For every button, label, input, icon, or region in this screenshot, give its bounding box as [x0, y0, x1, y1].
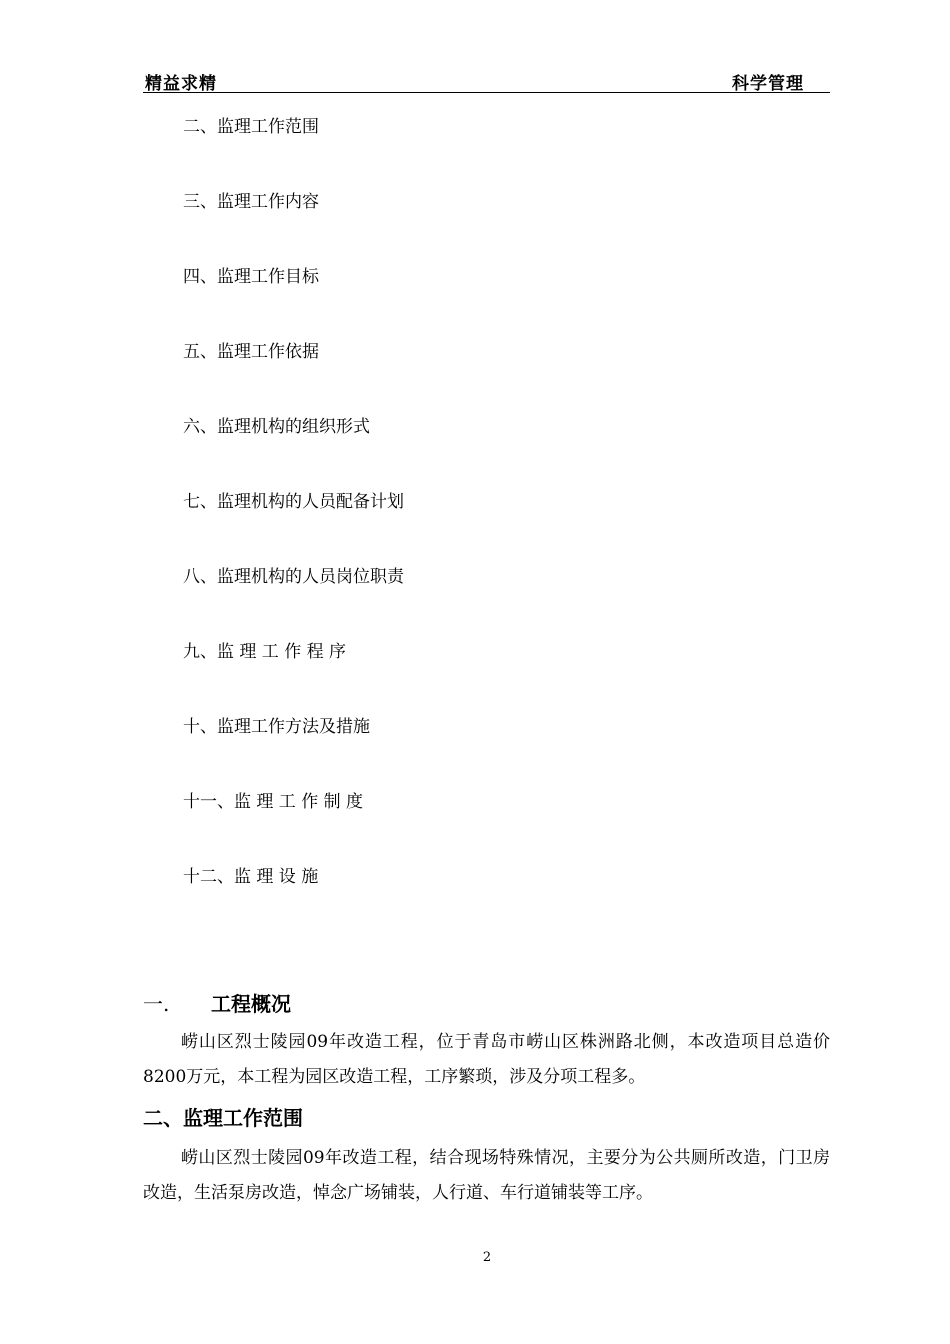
section-2-body: 崂山区烈士陵园09年改造工程，结合现场特殊情况，主要分为公共厕所改造，门卫房改造，生活泵房改造，悼念广场铺装，人行道、车行道铺装等工序。	[143, 1148, 830, 1203]
toc-item: 九、监 理 工 作 程 序	[183, 642, 347, 662]
toc-item: 四、监理工作目标	[183, 267, 319, 287]
table-of-contents	[183, 115, 404, 940]
section-1-number: 一.	[143, 992, 170, 1016]
toc-item: 五、监理工作依据	[183, 342, 319, 362]
toc-item: 十、监理工作方法及措施	[183, 717, 370, 737]
toc-item: 七、监理机构的人员配备计划	[183, 492, 404, 512]
toc-item: 八、监理机构的人员岗位职责	[183, 567, 404, 587]
page-header	[143, 68, 830, 93]
toc-item: 六、监理机构的组织形式	[183, 417, 370, 437]
toc-item: 十一、监 理 工 作 制 度	[183, 792, 364, 812]
section-1-body: 崂山区烈士陵园09年改造工程，位于青岛市崂山区株洲路北侧，本改造项目总造价8200万元，本工程为园区改造工程，工序繁琐，涉及分项工程多。	[143, 1032, 830, 1087]
header-right-text: 科学管理	[732, 74, 804, 94]
header-left-text: 精益求精	[145, 74, 217, 94]
section-1-heading	[143, 988, 291, 1017]
toc-item: 二、监理工作范围	[183, 117, 319, 137]
section-2-heading: 二、监理工作范围	[143, 1106, 303, 1130]
page-number: 2	[482, 1250, 492, 1265]
section-1-title: 工程概况	[211, 992, 291, 1016]
toc-item: 十二、监 理 设 施	[183, 867, 319, 887]
toc-item: 三、监理工作内容	[183, 192, 319, 212]
